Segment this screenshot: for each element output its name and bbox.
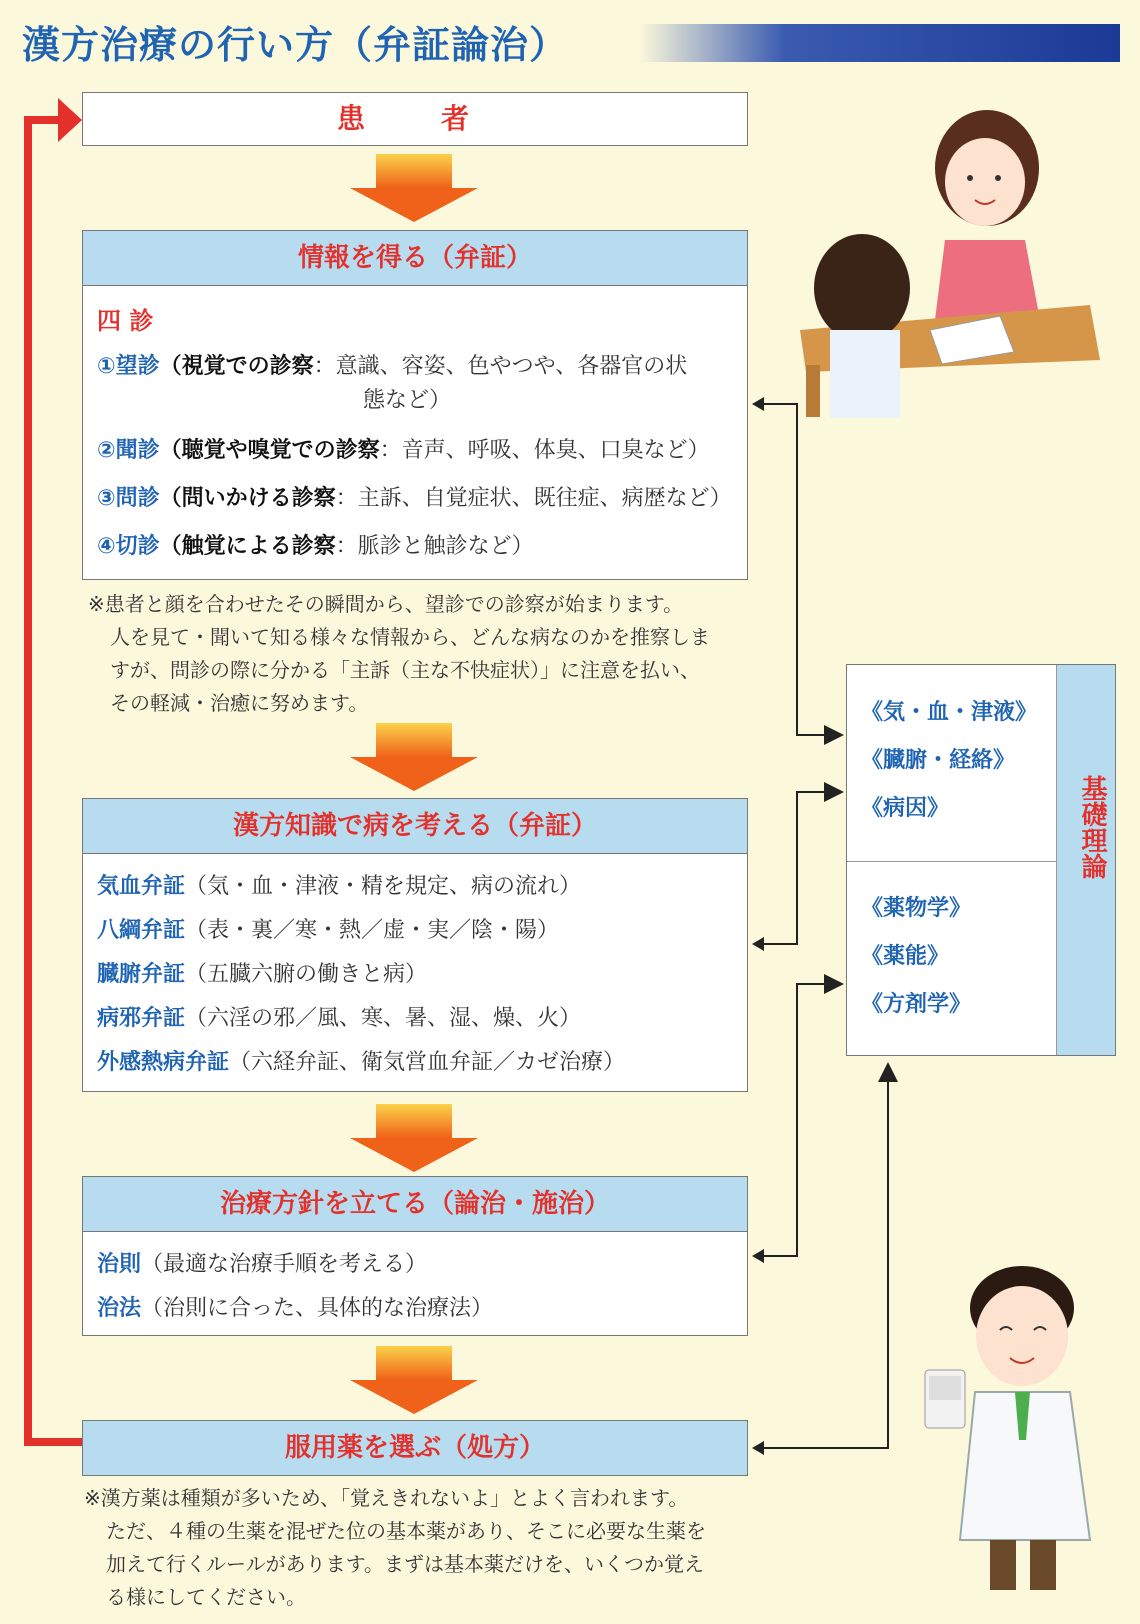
step1-note: [88, 588, 710, 720]
flow-arrow-1: [350, 154, 478, 222]
consultation-illustration: [800, 110, 1100, 418]
step1-item-2-desc: ：音声、呼吸、体臭、口臭など）: [379, 438, 710, 463]
step4-note-line-3: 加えて行くルールがあります。まずは基本薬だけを、いくつか覚え: [106, 1552, 704, 1576]
page-title: 漢方治療の行い方（弁証論治）: [22, 23, 569, 67]
step1-item-1: [97, 349, 687, 380]
step1-item-1-desc: ：意識、容姿、色やつや、各器官の状: [313, 354, 688, 379]
step1-note-line-2: 人を見て・聞いて知る様々な情報から、どんな病なのかを推察しま: [110, 625, 710, 649]
step3-item-2: [97, 1291, 493, 1322]
step1-item-1-label: （視覚での診察: [159, 354, 314, 379]
step2-item-4: [97, 1001, 581, 1032]
step3-item-2-term: 治法: [97, 1296, 142, 1321]
step2-item-3-desc: （五臓六腑の働きと病）: [185, 962, 428, 987]
step1-item-3: [97, 481, 732, 512]
step2-item-5-term: 外感熱病弁証: [97, 1050, 230, 1075]
connector-step1: [754, 404, 840, 735]
basic-theory-label-column: [1056, 665, 1115, 1055]
step2-item-3-term: 臓腑弁証: [97, 962, 186, 987]
step1-heading: 情報を得る（弁証）: [83, 231, 747, 286]
step2-item-4-term: 病邪弁証: [97, 1006, 186, 1031]
step1-box: [82, 230, 748, 580]
basic-item-ki-ketsu-shineki: 《気・血・津液》: [861, 700, 1038, 725]
step3-box: [82, 1176, 748, 1336]
step2-item-2-desc: （表・裏／寒・熱／虚・実／陰・陽）: [185, 918, 560, 943]
step3-item-1-term: 治則: [97, 1252, 142, 1277]
step2-item-5-desc: （六経弁証、衛気営血弁証／カゼ治療）: [229, 1050, 626, 1075]
basic-item-yakuno: 《薬能》: [861, 944, 950, 969]
step4-heading: 服用薬を選ぶ（処方）: [82, 1420, 748, 1476]
step2-box: [82, 798, 748, 1092]
basic-item-zofu-keiraku: 《臓腑・経絡》: [861, 748, 1016, 773]
step1-item-1-desc2: 態など）: [363, 388, 452, 413]
step1-note-line-4: その軽減・治癒に努めます。: [110, 691, 369, 715]
step1-item-4-desc: ：脈診と触診など）: [335, 534, 534, 559]
step3-item-1: [97, 1247, 427, 1278]
basic-item-yakubutsugaku: 《薬物学》: [861, 896, 972, 921]
step2-item-2: [97, 913, 559, 944]
step1-note-line-3: すが、問診の際に分かる「主訴（主な不快症状）」に注意を払い、: [110, 658, 700, 682]
step1-item-3-desc: ：主訴、自覚症状、既往症、病歴など）: [335, 486, 732, 511]
step4-note-line-2: ただ、４種の生薬を混ぜた位の基本薬があり、そこに必要な生薬を: [106, 1519, 706, 1543]
step4-box: [82, 1420, 748, 1476]
step1-item-3-num: ③問診: [97, 486, 160, 511]
feedback-loop-line: [28, 120, 82, 1442]
basic-divider: [847, 861, 1058, 862]
step1-subheading: 四 診: [97, 307, 154, 335]
step1-item-2-label: （聴覚や嗅覚での診察: [159, 438, 380, 463]
connector-step2: [754, 792, 840, 944]
step1-item-2-num: ②聞診: [97, 438, 160, 463]
step4-note-line-4: る様にしてください。: [106, 1585, 306, 1609]
step1-item-3-label: （問いかける診察: [159, 486, 336, 511]
flow-arrow-2: [350, 723, 478, 791]
basic-item-hozaigaku: 《方剤学》: [861, 992, 972, 1017]
basic-theory-label: 基礎理論: [1077, 775, 1107, 879]
pharmacist-illustration: [925, 1266, 1090, 1590]
step1-item-4-label: （触覚による診察: [159, 534, 336, 559]
patient-box: 患 者: [82, 92, 748, 146]
step1-note-line-1: ※患者と顔を合わせたその瞬間から、望診での診察が始まります。: [88, 592, 684, 616]
step1-item-4-num: ④切診: [97, 534, 160, 559]
step2-heading: 漢方知識で病を考える（弁証）: [83, 799, 747, 854]
step1-item-1-num: ①望診: [97, 354, 160, 379]
step1-item-4: [97, 529, 534, 560]
step4-note-line-1: ※漢方薬は種類が多いため、「覚えきれないよ」とよく言われます。: [84, 1486, 689, 1510]
step2-item-1: [97, 869, 581, 900]
step3-item-1-desc: （最適な治療手順を考える）: [141, 1252, 428, 1277]
feedback-loop-arrowhead: [58, 98, 82, 142]
step2-item-5: [97, 1045, 625, 1076]
step2-item-1-term: 気血弁証: [97, 874, 186, 899]
step3-heading: 治療方針を立てる（論治・施治）: [83, 1177, 747, 1232]
basic-item-byoin: 《病因》: [861, 796, 950, 821]
step2-item-1-desc: （気・血・津液・精を規定、病の流れ）: [185, 874, 582, 899]
step2-item-3: [97, 957, 427, 988]
step1-item-2: [97, 433, 710, 464]
step3-item-2-desc: （治則に合った、具体的な治療法）: [141, 1296, 494, 1321]
step4-note: [84, 1482, 706, 1614]
flow-arrow-4: [350, 1346, 478, 1414]
step2-item-2-term: 八綱弁証: [97, 918, 186, 943]
step2-item-4-desc: （六淫の邪／風、寒、暑、湿、燥、火）: [185, 1006, 582, 1031]
basic-theory-panel: [846, 664, 1116, 1056]
connector-step3: [754, 984, 840, 1256]
flow-arrow-3: [350, 1104, 478, 1172]
